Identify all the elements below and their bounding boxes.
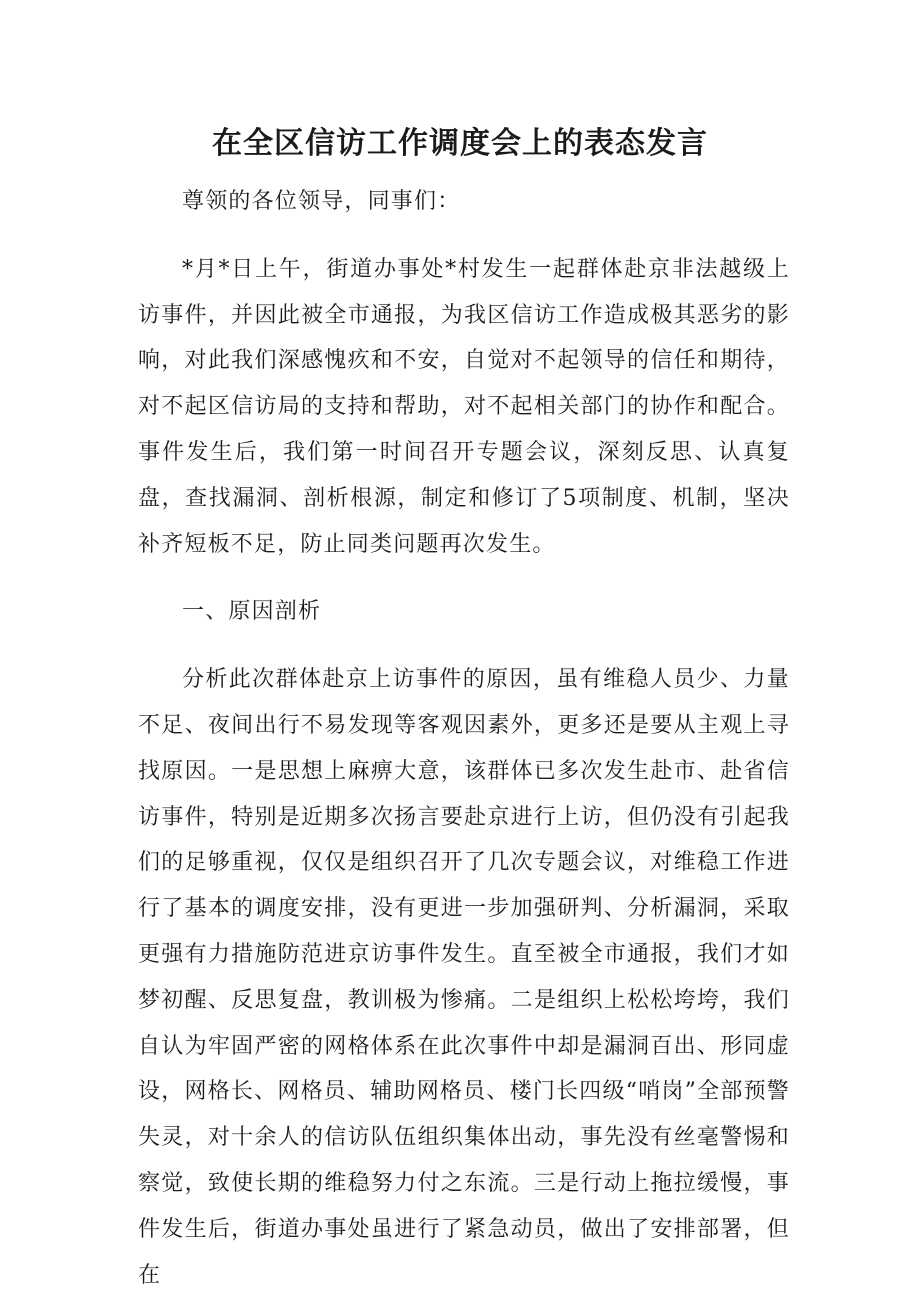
greeting-line: 尊领的各位领导，同事们： <box>182 189 461 214</box>
document-body <box>138 179 790 1298</box>
intro-paragraph: *月*日上午，街道办事处*村发生一起群体赴京非法越级上访事件，并因此被全市通报，为我区信访工作造成极其恶劣的影响，对此我们深感愧疚和不安，自觉对不起领导的信任和期待，对不起区信访局的支持和帮助，对不起相关部门的协作和配合。事件发生后，我们第一时间召开专题会议，深刻反思、认真复盘，查找漏洞、剖析根源，制定和修订了5项制度、机制，坚决补齐短板不足，防止同类问题再次发生。 <box>138 256 790 557</box>
section-heading: 一、原因剖析 <box>182 599 322 625</box>
document-title: 在全区信访工作调度会上的表态发言 <box>212 126 708 161</box>
section-paragraph: 分析此次群体赴京上访事件的原因，虽有维稳人员少、力量不足、夜间出行不易发现等客观因素外，更多还是要从主观上寻找原因。一是思想上麻痹大意，该群体已多次发生赴市、赴省信访事件，特别是近期多次扬言要赴京进行上访，但仍没有引起我们的足够重视，仅仅是组织召开了几次专题会议，对维稳工作进行了基本的调度安排，没有更进一步加强研判、分析漏洞，采取更强有力措施防范进京访事件发生。直至被全市通报，我们才如梦初醒、反思复盘，教训极为惨痛。二是组织上松松垮垮，我们自认为牢固严密的网格体系在此次事件中却是漏洞百出、形同虚设，网格长、网格员、辅助网格员、楼门长四级“哨岗”全部预警失灵，对十余人的信访队伍组织集体出动，事先没有丝毫警惕和察觉，致使长期的维稳努力付之东流。三是行动上拖拉缓慢，事件发生后，街道办事处虽进行了紧急动员，做出了安排部署，但在 <box>138 667 790 1288</box>
